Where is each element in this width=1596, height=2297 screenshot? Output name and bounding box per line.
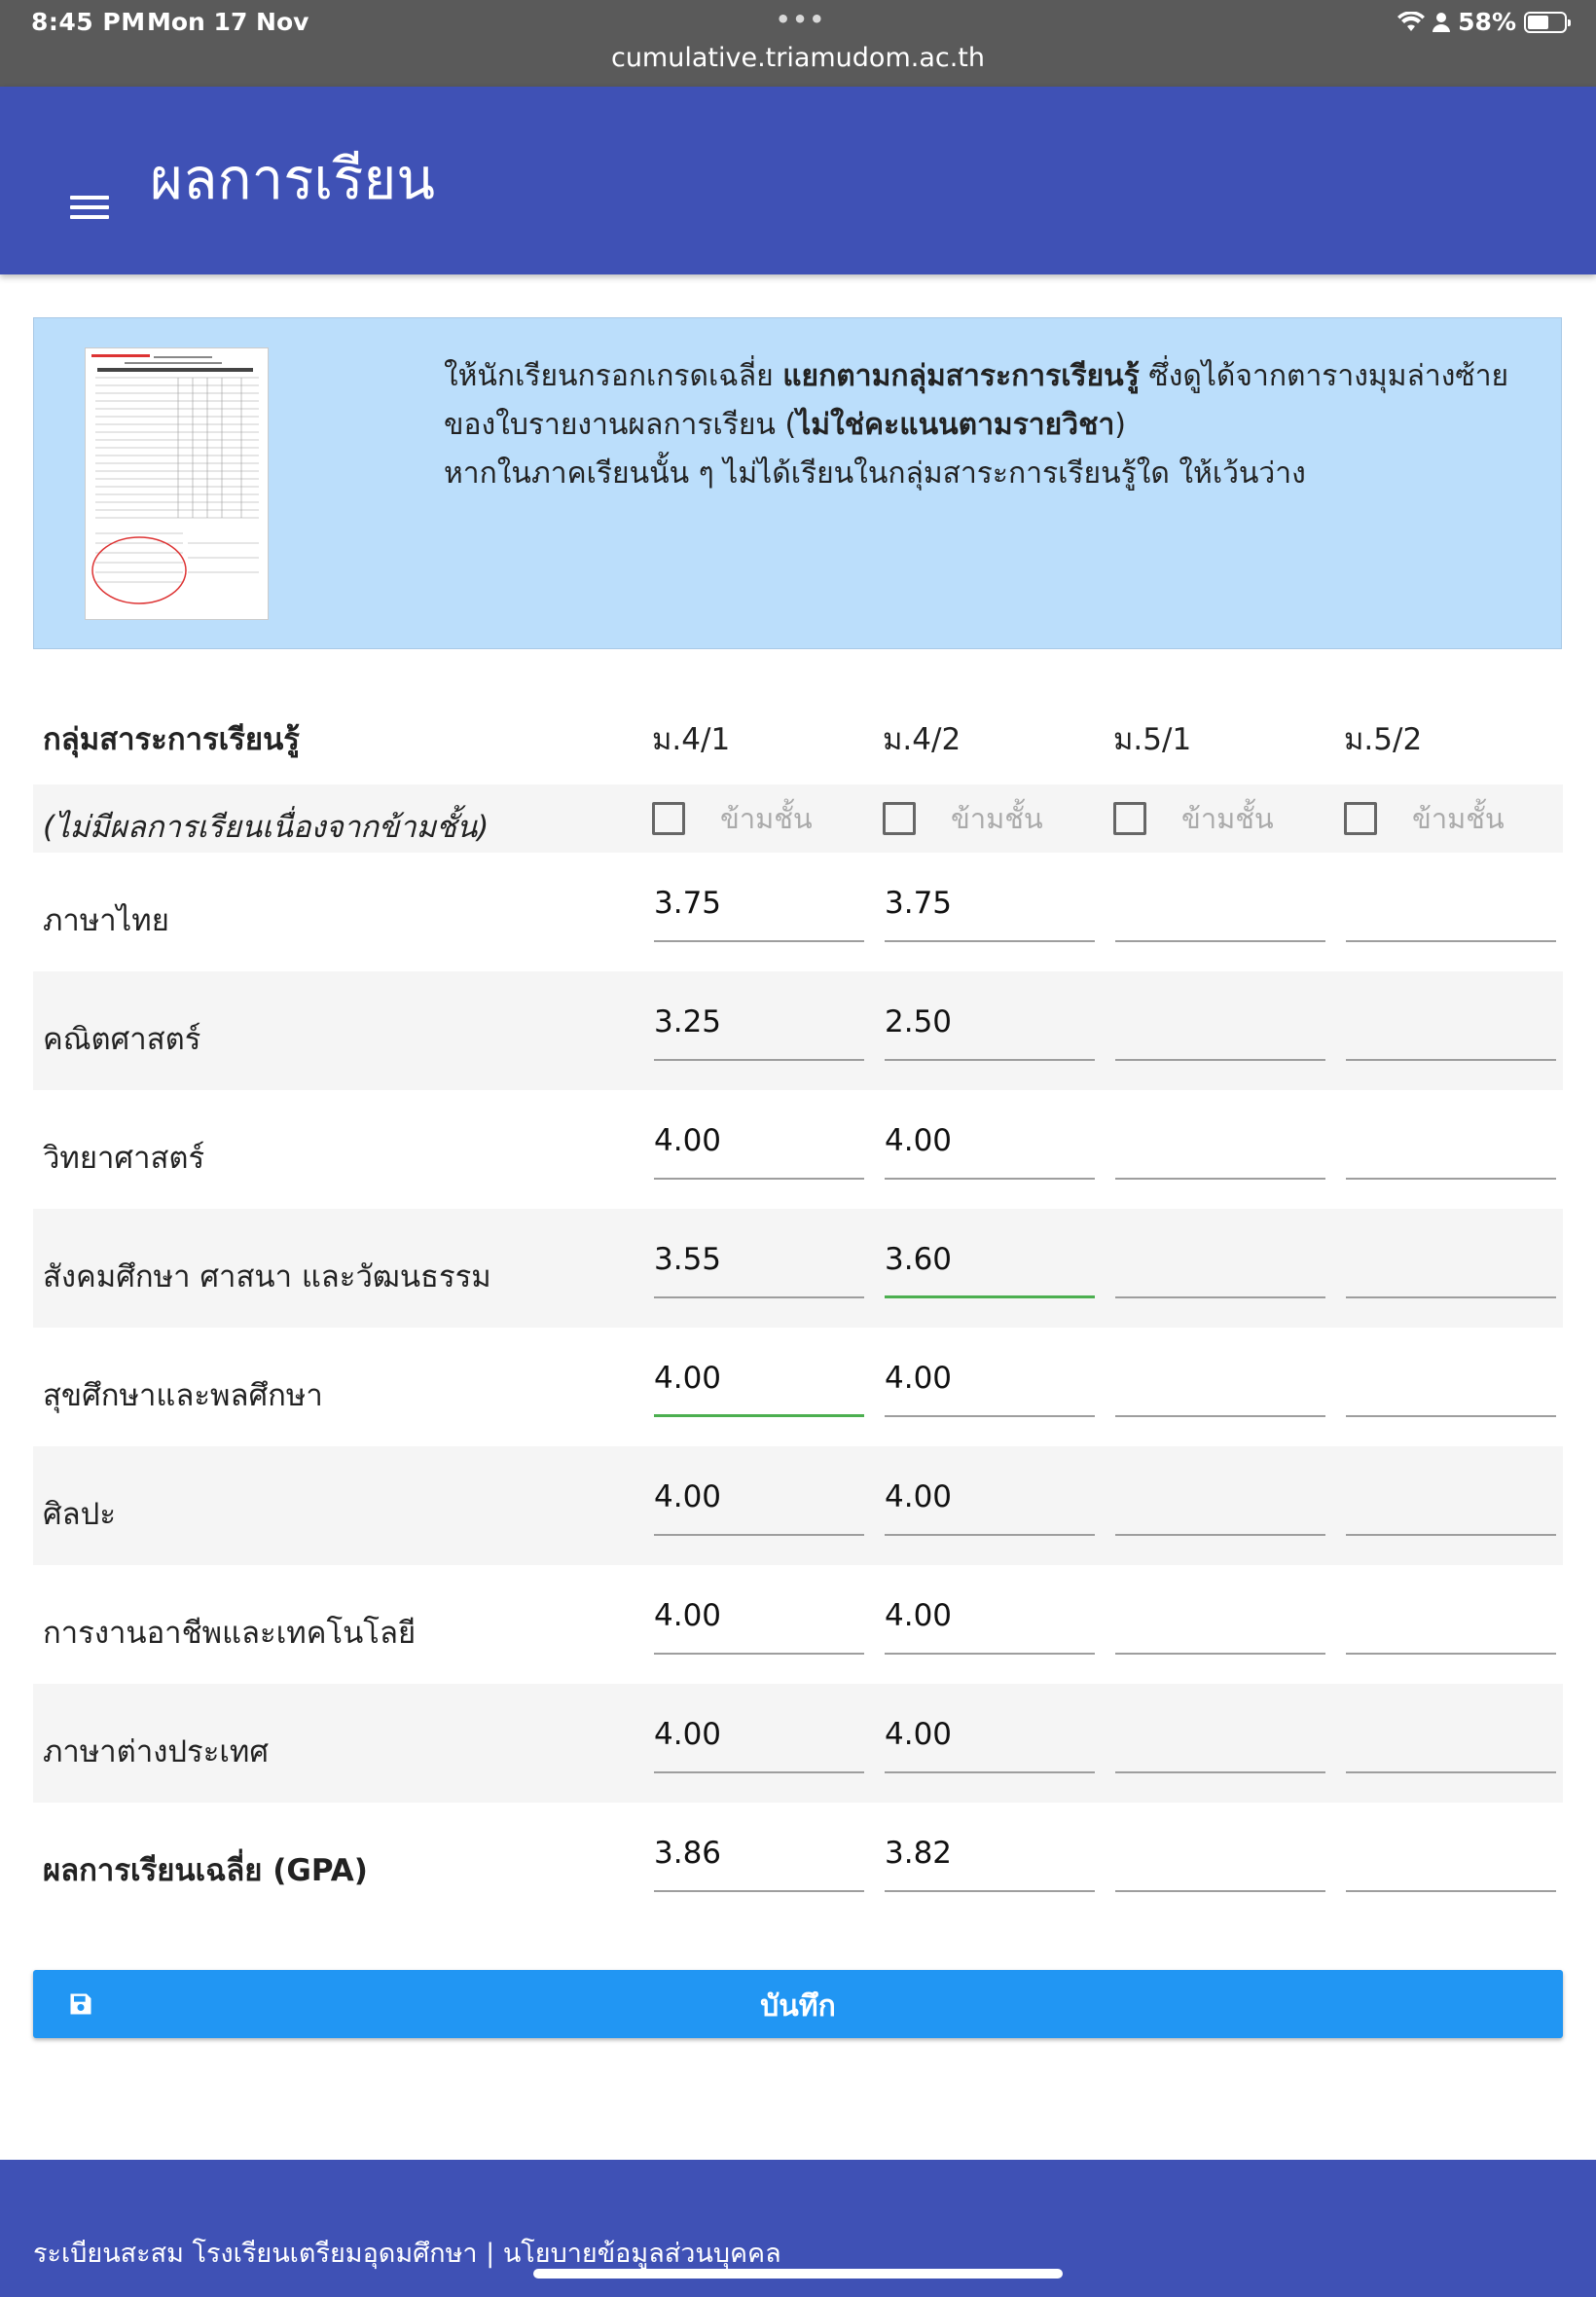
grade-input-m41[interactable]: 4.00: [654, 1586, 864, 1655]
save-button[interactable]: [33, 1970, 1563, 2038]
skip-checkbox-m42[interactable]: [883, 800, 1043, 837]
column-header: ม.4/1: [652, 722, 731, 757]
grade-input-m41[interactable]: 3.75: [654, 874, 864, 942]
grade-input-m52[interactable]: [1346, 1824, 1556, 1892]
grade-input-m42[interactable]: 4.00: [885, 1112, 1095, 1180]
grade-input-m41[interactable]: 4.00: [654, 1468, 864, 1536]
grade-input-m42[interactable]: 4.00: [885, 1705, 1095, 1773]
grade-input-m52[interactable]: [1346, 1230, 1556, 1298]
grade-input-m42[interactable]: 2.50: [885, 993, 1095, 1061]
skip-grade-row: [33, 784, 1563, 853]
info-text: ซึ่งดูได้จากตารางมุมล่างซ้าย: [1139, 359, 1509, 393]
status-date: Mon 17 Nov: [147, 8, 309, 36]
checkbox[interactable]: [1113, 802, 1146, 835]
skip-checkbox-m51[interactable]: [1113, 800, 1274, 837]
grade-input-m51[interactable]: [1115, 1824, 1325, 1892]
subject-label: ภาษาต่างประเทศ: [43, 1734, 270, 1769]
grade-input-m51[interactable]: [1115, 1112, 1325, 1180]
header-subject-label: กลุ่มสาระการเรียนรู้: [43, 722, 300, 757]
grade-input-m41[interactable]: 3.86: [654, 1824, 864, 1892]
multitasking-dots-icon[interactable]: •••: [776, 6, 827, 33]
footer-text[interactable]: ระเบียนสะสม โรงเรียนเตรียมอุดมศึกษา | นโยบายข้อมูลส่วนบุคคล: [33, 2239, 781, 2269]
gpa-row: [33, 1803, 1563, 1921]
grade-input-m52[interactable]: [1346, 1705, 1556, 1773]
table-header-row: [33, 691, 1563, 784]
status-indicators: [1397, 8, 1567, 36]
skip-checkbox-m52[interactable]: [1344, 800, 1505, 837]
info-bold-text: ไม่ใช่คะแนนตามรายวิชา: [796, 408, 1115, 442]
subject-label: ภาษาไทย: [43, 903, 169, 938]
info-line-3: หากในภาคเรียนนั้น ๆ ไม่ได้เรียนในกลุ่มสาระการเรียนรู้ใด ให้เว้นว่าง: [444, 456, 1306, 491]
info-text: ): [1114, 408, 1127, 442]
battery-icon: [1524, 12, 1567, 33]
skip-label: ข้ามชั้น: [1412, 802, 1505, 835]
table-row: [33, 853, 1563, 971]
table-row: [33, 1090, 1563, 1209]
grade-input-m41[interactable]: 3.25: [654, 993, 864, 1061]
status-bar: [0, 0, 1596, 87]
grade-input-m52[interactable]: [1346, 1349, 1556, 1417]
wifi-icon: [1397, 12, 1425, 33]
skip-checkbox-m41[interactable]: [652, 800, 813, 837]
grade-input-m52[interactable]: [1346, 1586, 1556, 1655]
grade-input-m42[interactable]: 4.00: [885, 1586, 1095, 1655]
table-row: [33, 1684, 1563, 1803]
subject-label: วิทยาศาสตร์: [43, 1141, 205, 1176]
table-row: [33, 1209, 1563, 1328]
report-card-thumbnail: [85, 347, 269, 620]
subject-label: คณิตศาสตร์: [43, 1022, 201, 1057]
grade-input-m41[interactable]: 4.00: [654, 1349, 864, 1417]
save-button-label: บันทึก: [760, 1989, 836, 2024]
grade-input-m52[interactable]: [1346, 1468, 1556, 1536]
info-instructions: [444, 352, 1508, 498]
subject-label: การงานอาชีพและเทคโนโลยี: [43, 1616, 417, 1651]
column-header: ม.5/2: [1344, 722, 1423, 757]
info-bold-text: แยกตามกลุ่มสาระการเรียนรู้: [782, 359, 1140, 393]
table-row: [33, 1565, 1563, 1684]
grade-input-m42[interactable]: 3.75: [885, 874, 1095, 942]
table-row: [33, 1446, 1563, 1565]
info-text: ให้นักเรียนกรอกเกรดเฉลี่ย: [444, 359, 783, 393]
subject-label: สุขศึกษาและพลศึกษา: [43, 1378, 323, 1413]
info-line-2: [444, 401, 1508, 450]
page-title: ผลการเรียน: [150, 146, 435, 212]
table-row: [33, 971, 1563, 1090]
battery-level: [1528, 16, 1548, 29]
skip-row-label: (ไม่มีผลการเรียนเนื่องจากข้ามชั้น): [43, 810, 490, 845]
grades-table: [33, 691, 1563, 1921]
skip-label: ข้ามชั้น: [720, 802, 813, 835]
grade-input-m41[interactable]: 4.00: [654, 1705, 864, 1773]
checkbox[interactable]: [1344, 802, 1377, 835]
grade-input-m42[interactable]: 3.82: [885, 1824, 1095, 1892]
status-time: 8:45 PM: [31, 8, 146, 36]
url-bar[interactable]: cumulative.triamudom.ac.th: [610, 43, 986, 73]
grade-input-m51[interactable]: [1115, 874, 1325, 942]
grade-input-m41[interactable]: 3.55: [654, 1230, 864, 1298]
checkbox[interactable]: [883, 802, 916, 835]
column-header: ม.4/2: [883, 722, 961, 757]
grade-input-m51[interactable]: [1115, 1468, 1325, 1536]
skip-label: ข้ามชั้น: [1181, 802, 1274, 835]
grade-input-m42[interactable]: 4.00: [885, 1468, 1095, 1536]
grade-input-m42[interactable]: 3.60: [885, 1230, 1095, 1298]
info-panel: [33, 317, 1562, 649]
hamburger-menu-icon[interactable]: [70, 196, 109, 225]
battery-percent: 58%: [1458, 8, 1516, 36]
column-header: ม.5/1: [1113, 722, 1192, 757]
person-icon: [1433, 12, 1450, 33]
table-row: [33, 1328, 1563, 1446]
subject-label: สังคมศึกษา ศาสนา และวัฒนธรรม: [43, 1259, 491, 1294]
grade-input-m51[interactable]: [1115, 1349, 1325, 1417]
grade-input-m52[interactable]: [1346, 874, 1556, 942]
skip-label: ข้ามชั้น: [951, 802, 1043, 835]
subject-label: ผลการเรียนเฉลี่ย (GPA): [43, 1853, 368, 1888]
grade-input-m51[interactable]: [1115, 1586, 1325, 1655]
grade-input-m51[interactable]: [1115, 1230, 1325, 1298]
grade-input-m51[interactable]: [1115, 993, 1325, 1061]
grade-input-m52[interactable]: [1346, 1112, 1556, 1180]
footer: [0, 2160, 1596, 2297]
subject-label: ศิลปะ: [43, 1497, 117, 1532]
checkbox[interactable]: [652, 802, 685, 835]
grade-input-m52[interactable]: [1346, 993, 1556, 1061]
info-text: ของใบรายงานผลการเรียน (: [444, 408, 797, 442]
grade-input-m51[interactable]: [1115, 1705, 1325, 1773]
grade-input-m41[interactable]: 4.00: [654, 1112, 864, 1180]
home-indicator[interactable]: [533, 2269, 1063, 2279]
grade-rows: [33, 853, 1563, 1921]
info-line-1: [444, 352, 1508, 401]
grade-input-m42[interactable]: 4.00: [885, 1349, 1095, 1417]
app-bar: [0, 87, 1596, 274]
